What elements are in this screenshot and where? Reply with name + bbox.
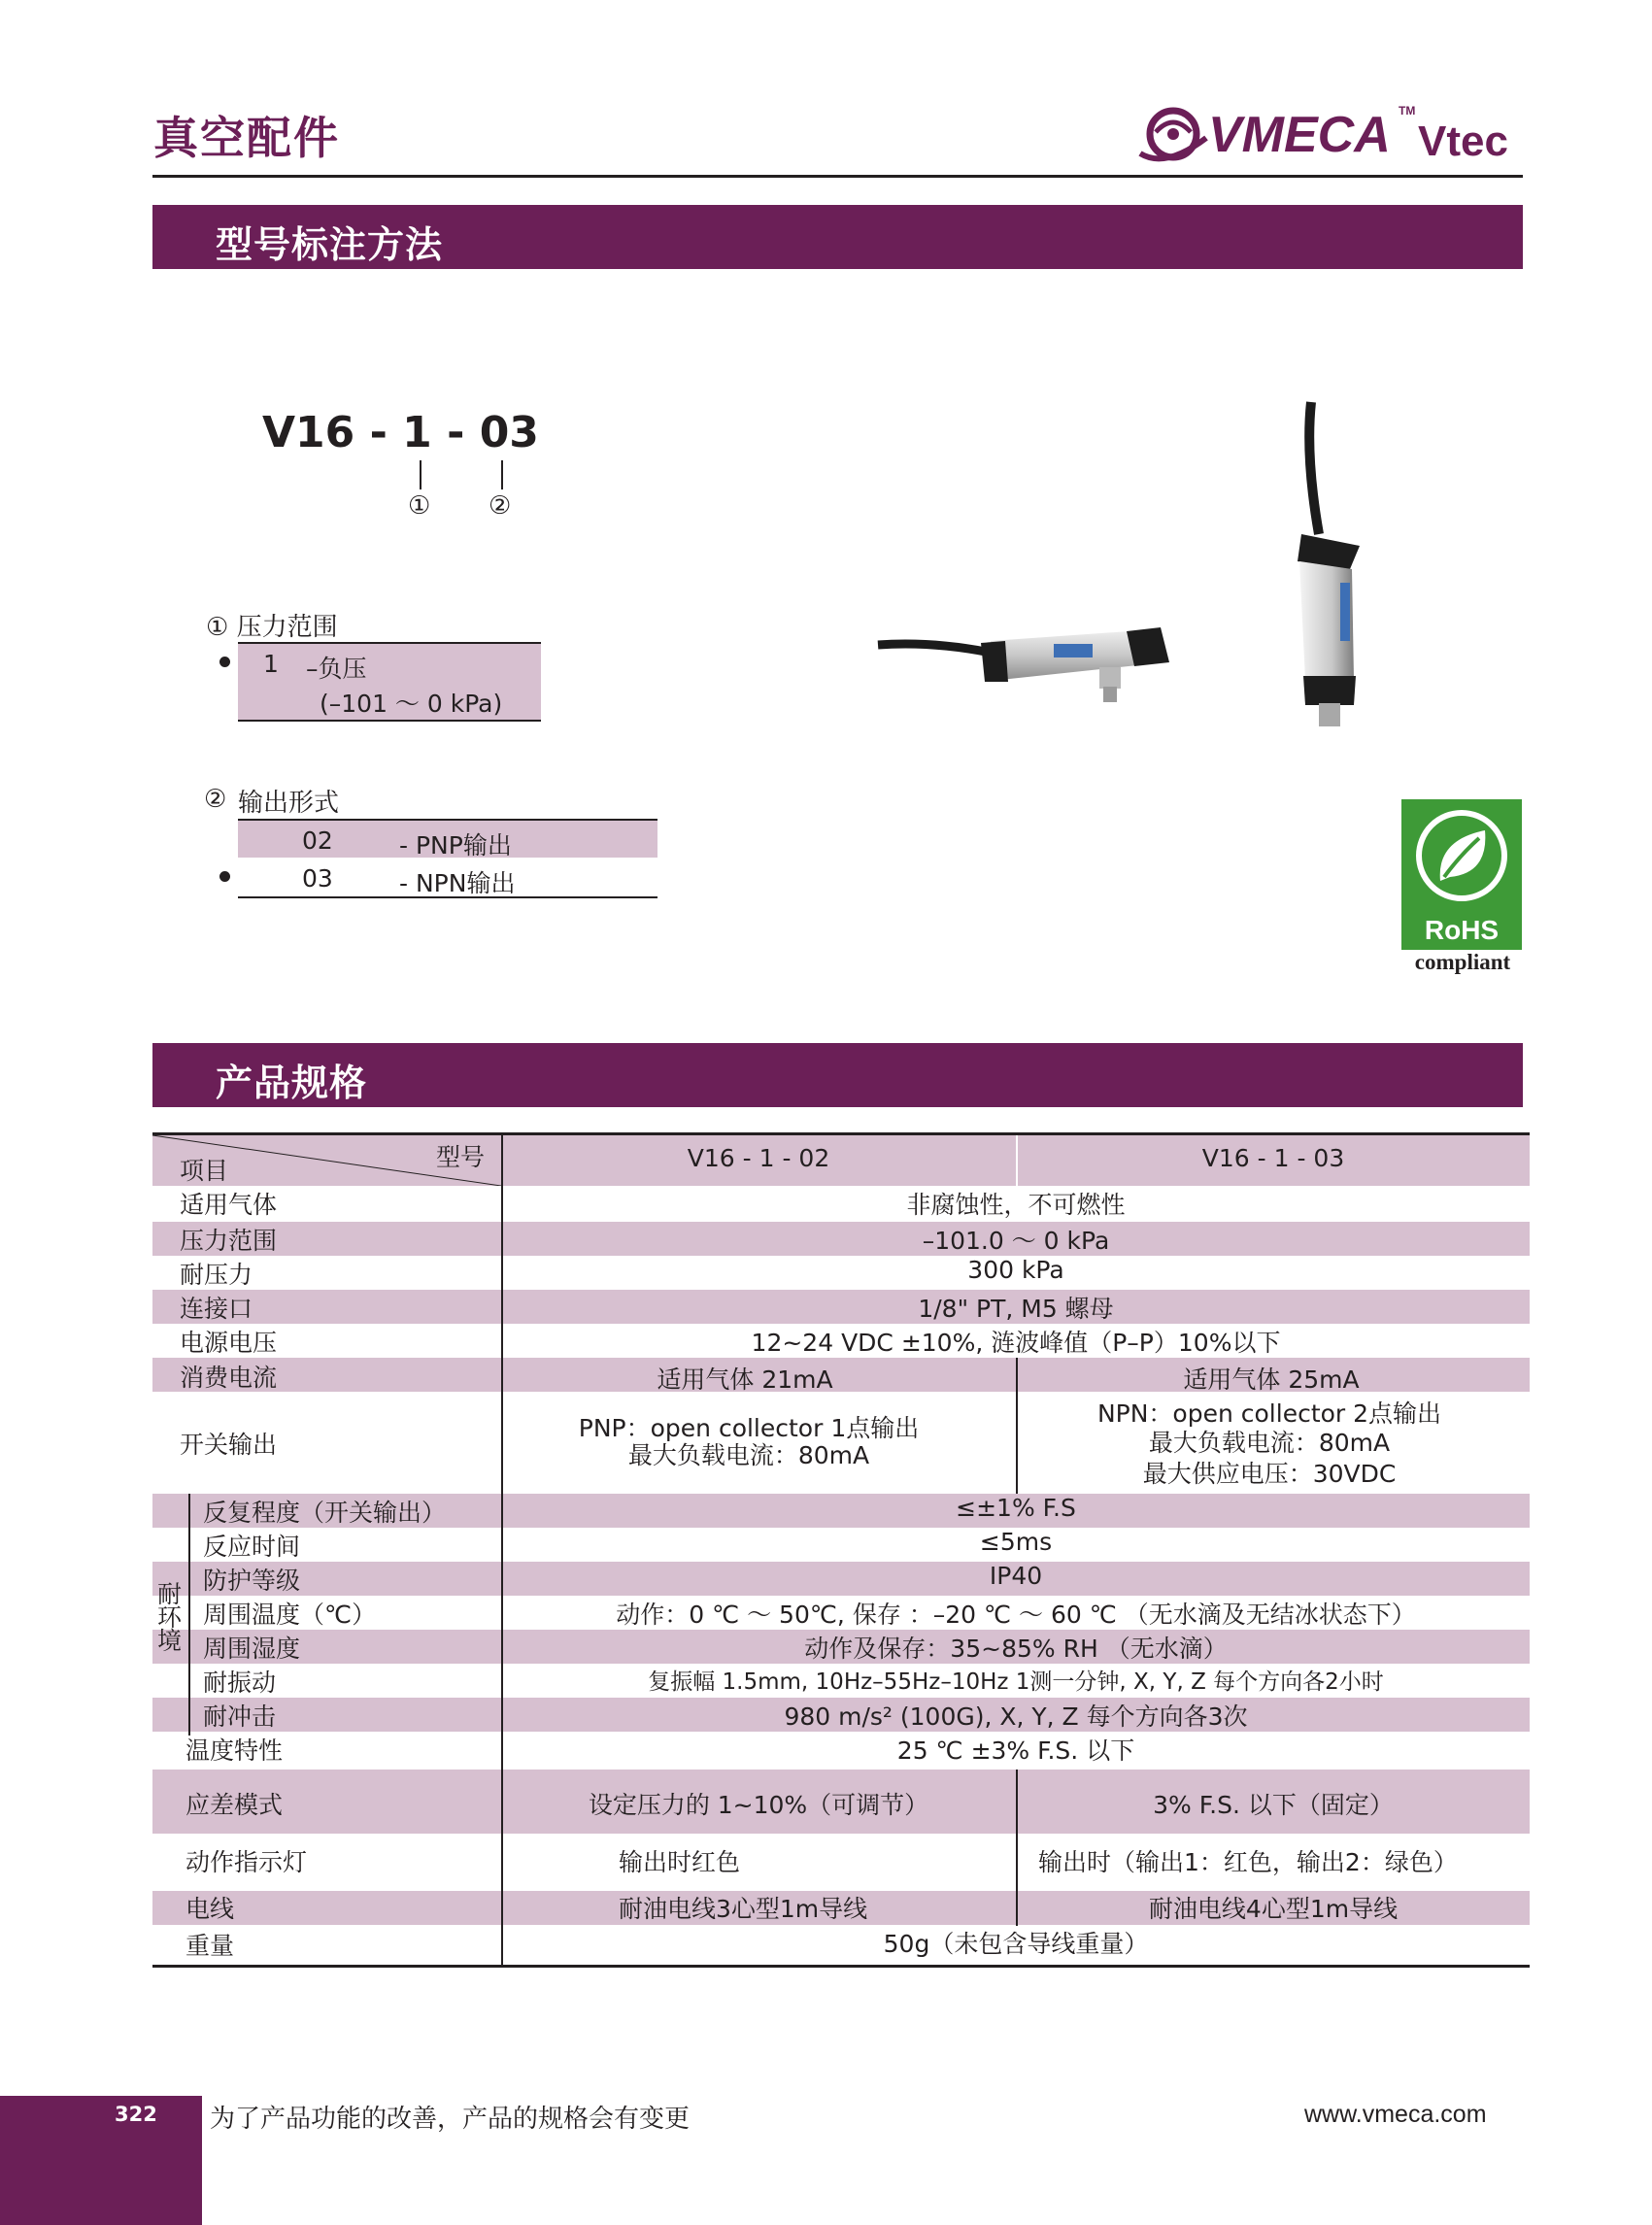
sensor-vertical — [1298, 534, 1360, 726]
footer-note: 为了产品功能的改善，产品的规格会有变更 — [210, 2105, 691, 2134]
option2-title: 输出形式 — [238, 789, 340, 818]
row-label-protection: 防护等级 — [203, 1567, 301, 1595]
code-marker-1: ① — [408, 491, 431, 521]
footer-page-tab — [0, 2096, 202, 2225]
spec-table: 型号 项目 V16 - 1 - 02 V16 - 1 - 03 适用气体 非腐蚀性，不可燃性 压力范围 –101.0 ～ 0 kPa 耐压力 300 kPa 连接口 1/8" PT, M5 螺母 电源电压 12~24 VDC ±10%, 涟波峰值（P–P）10%以下 消费电流 适用气体 21mA 适用气体 25mA 开关输出 PNP：open collector 1点输出 最大负载电流：80mA NPN：open collector 2点输出 最大负载电流：80mA 最大供应电压：30VDC 耐 环 境 反复程度（开关输出） ≤±1% F.S 反应时间 ≤5ms 防护等级 IP40 周围温度（℃） 动作：0 ℃ ～ 50℃, 保存 ：–20 ℃ ～ 60 ℃ （无水滴及无结冰状态下） 周围湿度 动作及保存：35~85% RH （无水滴） 耐振动 复振幅 1.5mm, 10Hz–55Hz–10Hz 1测一分钟, X, Y, Z 每个方向各2小时 耐冲击 980 m/s² (100G), X, Y, Z 每个方向各3次 温度特性 25 ℃ ±3% F.S. 以下 应差模式 设定压力的 1~10%（可调节） 3% F.S. 以下（固定） 动作指示灯 输出时红色 输出时（输出1：红色，输出2：绿色） 电线 耐油电线3心型1m导线 耐油电线4心型1m导线 重量 50g（未包含导线重量） — [152, 1132, 1530, 1968]
code-marker-2: ② — [489, 491, 512, 521]
option2-row: 02 - PNP输出 — [238, 821, 657, 858]
option1-table — [238, 642, 541, 722]
row-label-pressure-range: 压力范围 — [180, 1227, 278, 1255]
row-label-vibration: 耐振动 — [203, 1669, 277, 1697]
corner-item-label: 项目 — [180, 1157, 229, 1185]
option1-title: ① 压力范围 — [206, 613, 338, 642]
option1-selected-bullet — [219, 657, 230, 667]
row-label-response: 反应时间 — [203, 1533, 301, 1561]
section-band-spec — [152, 1043, 1523, 1107]
env-group-divider — [188, 1494, 190, 1736]
option2-selected-bullet — [219, 871, 230, 882]
logo-vtec: Vtec — [1418, 118, 1508, 165]
rohs-label: RoHS — [1424, 915, 1500, 945]
table-row — [152, 1290, 1530, 1324]
rohs-badge — [1401, 799, 1522, 950]
row-label-current: 消费电流 — [180, 1364, 278, 1392]
header-rule — [152, 175, 1523, 178]
option2-table — [238, 819, 657, 898]
label-column-divider — [501, 1132, 503, 1965]
logo-text: VMECA — [1208, 107, 1391, 163]
rohs-compliant: compliant — [1414, 950, 1511, 974]
row-label-weight: 重量 — [185, 1932, 235, 1960]
row-label-gas: 适用气体 — [180, 1191, 278, 1219]
model-code: V16 - 1 - 03 — [262, 408, 539, 457]
option1-desc-range: (–101 ～ 0 kPa) — [320, 690, 503, 718]
page-number: 322 — [115, 2103, 157, 2126]
env-group-char: 境 — [157, 1627, 183, 1655]
row-label-supply-voltage: 电源电压 — [180, 1329, 278, 1357]
row-label-switch-output: 开关输出 — [180, 1431, 278, 1459]
table-row — [152, 1222, 1530, 1256]
row-label-indicator: 动作指示灯 — [185, 1848, 308, 1876]
code-tick-1 — [420, 460, 421, 489]
vmeca-swirl-icon — [1140, 111, 1206, 158]
section-title: 型号标注方法 — [216, 223, 444, 266]
row-label-repeatability: 反复程度（开关输出） — [203, 1499, 447, 1527]
env-group-char: 环 — [157, 1603, 183, 1632]
sensor-horizontal — [981, 627, 1169, 702]
product-photo — [874, 398, 1534, 738]
section-title: 产品规格 — [216, 1062, 368, 1104]
option2-row: 03 - NPN输出 — [302, 864, 516, 897]
svg-text:TM: TM — [1399, 104, 1416, 118]
row-label-proof-pressure: 耐压力 — [180, 1261, 253, 1289]
row-label-temperature: 周围温度（℃） — [203, 1601, 377, 1629]
section-band-model — [152, 205, 1523, 269]
row-label-humidity: 周围湿度 — [203, 1635, 301, 1663]
option2-marker: ② — [204, 785, 227, 814]
option1-desc: –负压 — [306, 655, 367, 683]
row-label-hysteresis: 应差模式 — [185, 1791, 284, 1819]
leaf-icon — [1411, 805, 1512, 906]
footer-url[interactable]: www.vmeca.com — [1304, 2101, 1487, 2128]
code-tick-2 — [501, 460, 503, 489]
model-header-03: V16 - 1 - 03 — [1201, 1144, 1345, 1172]
env-group-char: 耐 — [157, 1580, 183, 1608]
table-row — [152, 1562, 1530, 1596]
row-label-shock: 耐冲击 — [203, 1702, 277, 1731]
row-label-cable: 电线 — [185, 1895, 235, 1923]
page-title: 真空配件 — [153, 112, 340, 164]
option1-code: 1 — [263, 650, 279, 678]
vmeca-logo — [1127, 93, 1520, 171]
corner-model-label: 型号 — [436, 1143, 486, 1171]
model-header-02: V16 - 1 - 02 — [687, 1144, 830, 1172]
row-label-port: 连接口 — [180, 1295, 253, 1323]
row-label-temp-char: 温度特性 — [185, 1736, 284, 1765]
